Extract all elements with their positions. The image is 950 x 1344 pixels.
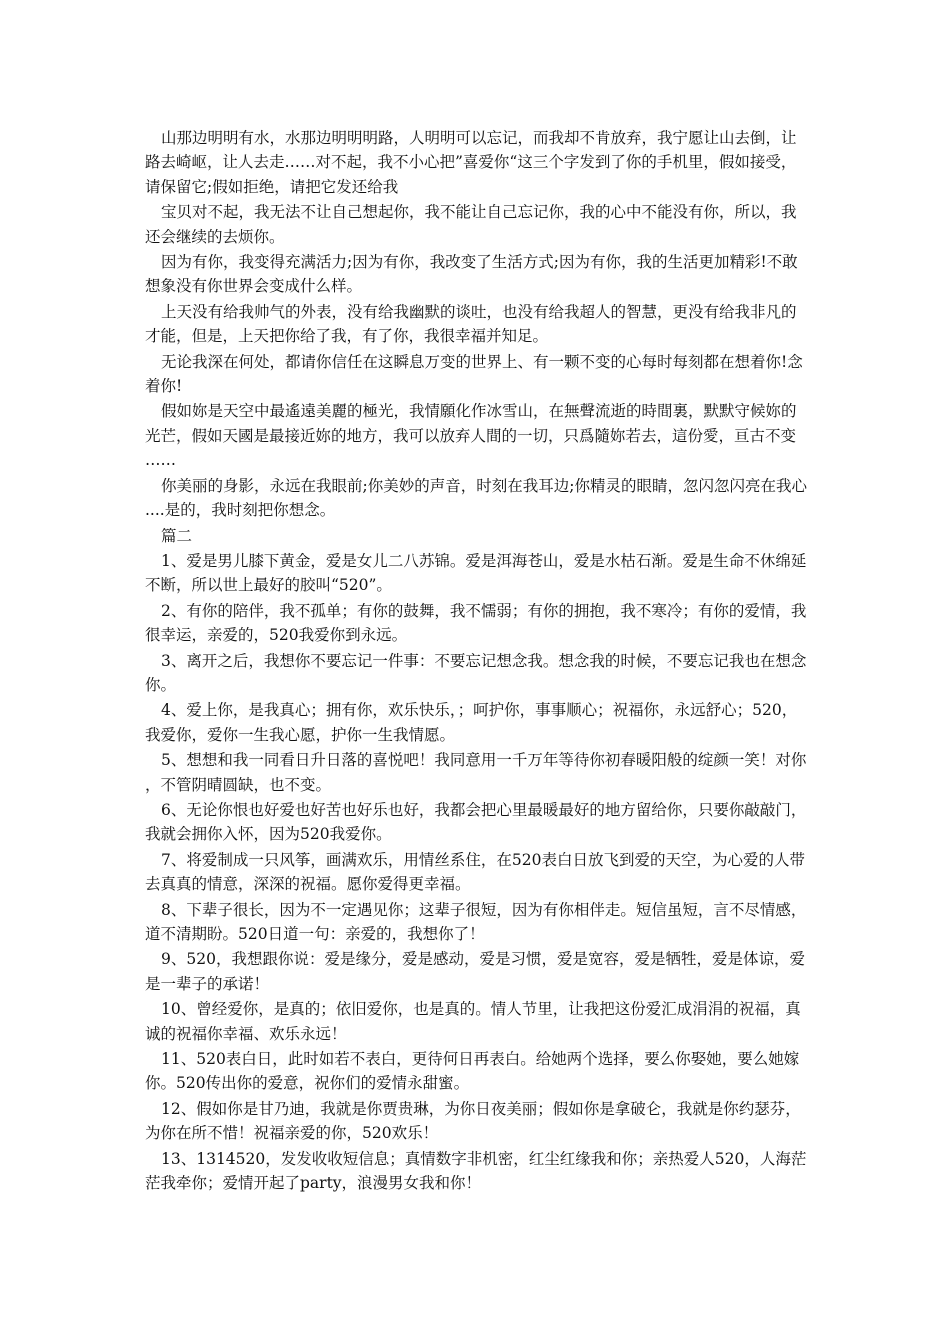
list-item: 4、爱上你，是我真心；拥有你，欢乐快乐，；呵护你，事事顺心；祝福你，永远舒心；520，我爱你，爱你一生我心愿，护你一生我情愿。 xyxy=(145,701,798,744)
list-item: 6、无论你恨也好爱也好苦也好乐也好，我都会把心里最暖最好的地方留给你，只要你敲敲门，我就会拥你入怀，因为520我爱你。 xyxy=(145,800,807,844)
list-item: 1、爱是男儿膝下黄金，爱是女儿二八苏锦。爱是洱海苍山，爱是水枯石渐。爱是生命不休绵延不断，所以世上最好的胶叫“520”。 xyxy=(145,551,807,595)
paragraph: 你美丽的身影，永远在我眼前;你美妙的声音，时刻在我耳边;你精灵的眼睛，忽闪忽闪亮在我心....是的，我时刻把你想念。 xyxy=(145,476,807,520)
paragraph: 上天没有给我帅气的外表，没有给我幽默的谈吐，也没有给我超人的智慧，更没有给我非凡的才能，但是，上天把你给了我，有了你，我很幸福并知足。 xyxy=(145,302,797,346)
paragraph: 假如妳是天空中最遙遠美麗的極光，我情願化作冰雪山，在無聲流逝的時間裏，默默守候妳的光芒，假如天國是最接近妳的地方，我可以放弃人間的一切，只爲隨妳若去，這份愛，亘古不变…… xyxy=(145,402,797,470)
paragraph: 无论我深在何处，都请你信任在这瞬息万变的世界上、有一颗不变的心每时每刻都在想着你!念着你! xyxy=(145,352,803,396)
document-body xyxy=(145,126,811,1195)
list-item: 9、520，我想跟你说：爱是缘分，爱是感动，爱是习惯，爱是宽容，爱是牺牲，爱是体谅，爱是一辈子的承诺！ xyxy=(145,950,805,993)
paragraph: 山那边明明有水，水那边明明明路，人明明可以忘记，而我却不肯放弃，我宁愿让山去倒，让路去崎岖，让人去走……对不起，我不小心把”喜爱你“这三个字发到了你的手机里，假如接受，请保留它;假如拒绝，请把它发还给我 xyxy=(145,129,797,196)
list-item: 10、曾经爱你，是真的；依旧爱你，也是真的。情人节里，让我把这份爱汇成涓涓的祝福，真诚的祝福你幸福、欢乐永远！ xyxy=(145,1000,801,1043)
list-item: 8、下辈子很长，因为不一定遇见你；这辈子很短，因为有你相伴走。短信虽短，言不尽情感，道不清期盼。520日道一句：亲爱的，我想你了！ xyxy=(145,900,807,943)
paragraph: 因为有你，我变得充满活力;因为有你，我改变了生活方式;因为有你，我的生活更加精彩!不敢想象没有你世界会变成什么样。 xyxy=(145,253,798,296)
list-item: 3、离开之后，我想你不要忘记一件事：不要忘记想念我。想念我的时候，不要忘记我也在想念你。 xyxy=(145,651,807,694)
list-item: 7、将爱制成一只风筝，画满欢乐，用情丝系住，在520表白日放飞到爱的天空，为心爱的人带去真真的情意，深深的祝福。愿你爱得更幸福。 xyxy=(145,850,805,894)
list-item: 11、520表白日，此时如若不表白，更待何日再表白。给她两个选择，要么你娶她，要么她嫁你。520传出你的爱意，祝你们的爱情永甜蜜。 xyxy=(145,1050,800,1093)
list-item: 5、想想和我一同看日升日落的喜悦吧！我同意用一千万年等待你初春暖阳般的绽颜一笑！对你，不管阴晴圆缺，也不变。 xyxy=(145,751,807,794)
list-item: 12、假如你是甘乃迪，我就是你贾贵琳，为你日夜美丽；假如你是拿破仑，我就是你约瑟芬，为你在所不惜！祝福亲爱的你，520欢乐！ xyxy=(145,1099,801,1143)
section-heading: 篇二 xyxy=(161,526,193,545)
list-item: 2、有你的陪伴，我不孤单；有你的鼓舞，我不懦弱；有你的拥抱，我不寒冷；有你的爱情，我很幸运，亲爱的，520我爱你到永远。 xyxy=(145,601,807,645)
list-item: 13、1314520，发发收收短信息；真情数字非机密，红尘红缘我和你；亲热爱人520，人海茫茫我牵你；爱情开起了party，浪漫男女我和你！ xyxy=(145,1149,807,1193)
paragraph: 宝贝对不起，我无法不让自己想起你，我不能让自己忘记你，我的心中不能没有你，所以，我还会继续的去烦你。 xyxy=(145,203,797,246)
